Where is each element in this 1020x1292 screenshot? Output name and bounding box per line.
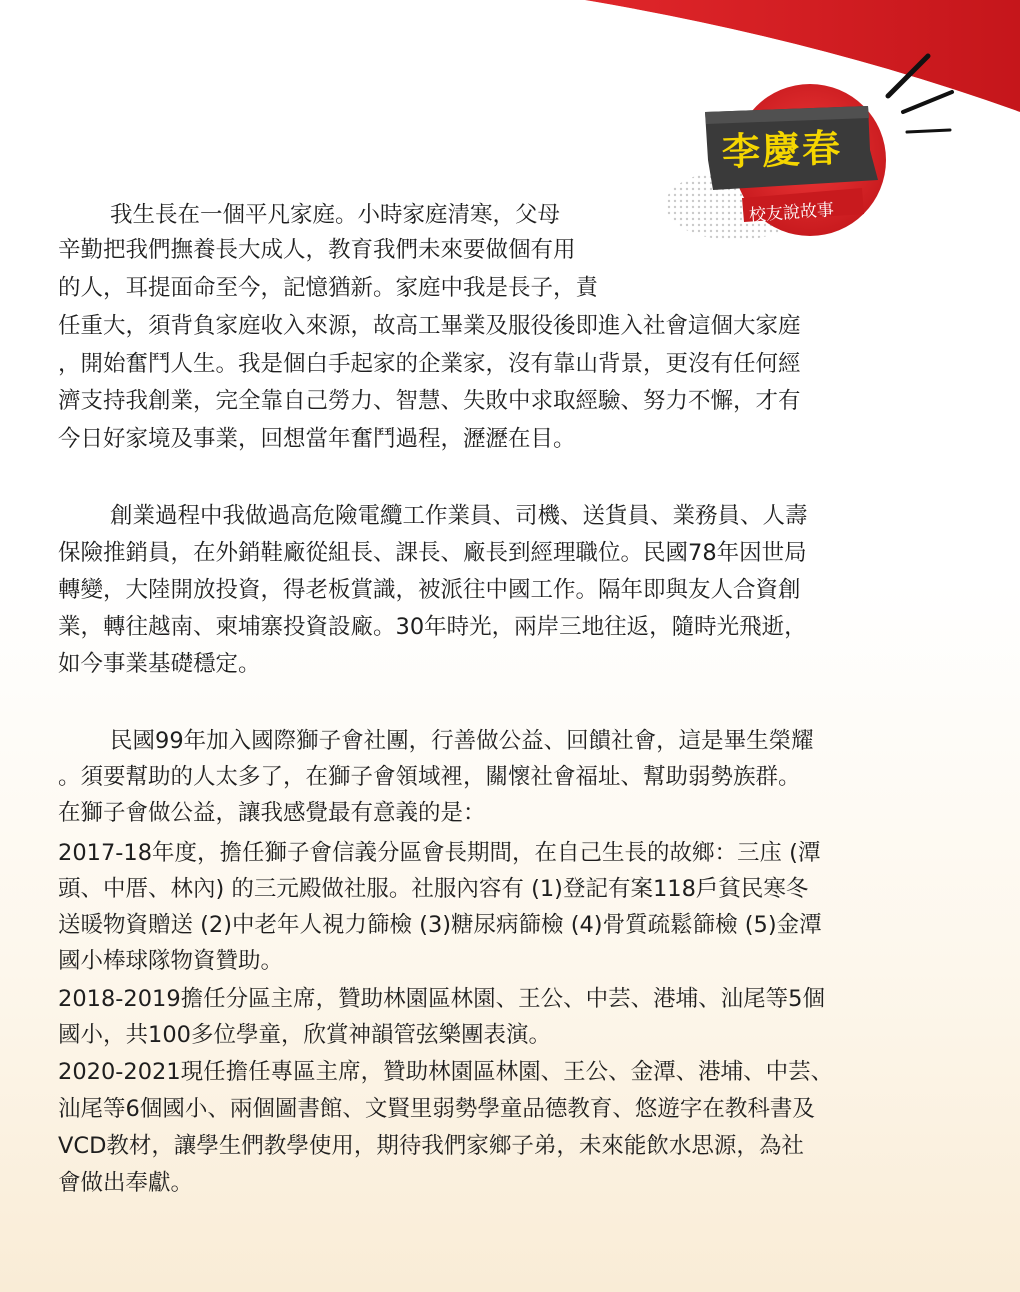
text-line: 的人，耳提面命至今，記憶猶新。家庭中我是長子，責 [58,275,599,301]
text-line: 辛勤把我們撫養長大成人，教育我們未來要做個有用 [58,237,576,263]
text-line: 。須要幫助的人太多了，在獅子會領域裡，關懷社會福址、幫助弱勢族群。 [58,764,801,790]
text-line: ，開始奮鬥人生。我是個白手起家的企業家，沒有靠山背景，更沒有任何經 [58,351,801,377]
text-line: 國小棒球隊物資贊助。 [58,948,284,974]
text-line: 頭、中厝、林內) 的三元殿做社服。社服內容有 (1)登記有案118戶貧民寒冬 [58,876,809,902]
text-line: 今日好家境及事業，回想當年奮鬥過程，瀝瀝在目。 [58,426,576,452]
text-line: VCD教材，讓學生們教學使用，期待我們家鄉子弟，未來能飲水思源，為社 [58,1133,804,1159]
alumnus-name: 李慶春 [721,125,843,175]
text-line: 2018-2019擔任分區主席，贊助林園區林園、王公、中芸、港埔、汕尾等5個 [58,986,825,1012]
text-line: 業，轉往越南、柬埔寨投資設廠。30年時光，兩岸三地往返，隨時光飛逝， [58,614,807,640]
section-tag: 校友說故事 [748,200,835,226]
text-line: 會做出奉獻。 [58,1170,194,1196]
text-line: 2017-18年度，擔任獅子會信義分區會長期間，在自己生長的故鄉：三庒 (潭 [58,840,821,866]
text-line: 創業過程中我做過高危險電纜工作業員、司機、送貨員、業務員、人壽 [110,503,808,529]
text-line: 如今事業基礎穩定。 [58,651,261,677]
text-line: 濟支持我創業，完全靠自己勞力、智慧、失敗中求取經驗、努力不懈，才有 [58,388,801,414]
text-line: 我生長在一個平凡家庭。小時家庭清寒，父母 [110,202,561,228]
text-line: 民國99年加入國際獅子會社團，行善做公益、回饋社會，這是畢生榮耀 [110,728,814,754]
text-line: 汕尾等6個國小、兩個圖書館、文賢里弱勢學童品德教育、悠遊字在教科書及 [58,1096,815,1122]
text-line: 國小，共100多位學童，欣賞神韻管弦樂團表演。 [58,1022,551,1048]
text-line: 保險推銷員，在外銷鞋廠從組長、課長、廠長到經理職位。民國78年因世局 [58,540,807,566]
text-line: 轉變，大陸開放投資，得老板賞識，被派往中國工作。隔年即與友人合資創 [58,577,801,603]
text-line: 任重大，須背負家庭收入來源，故高工畢業及服役後即進入社會這個大家庭 [58,313,801,339]
text-line: 送暖物資贈送 (2)中老年人視力篩檢 (3)糖尿病篩檢 (4)骨質疏鬆篩檢 (5)金潭 [58,912,822,938]
text-line: 2020-2021現任擔任專區主席，贊助林園區林園、王公、金潭、港埔、中芸、 [58,1059,834,1085]
text-line: 在獅子會做公益，讓我感覺最有意義的是： [58,800,486,826]
